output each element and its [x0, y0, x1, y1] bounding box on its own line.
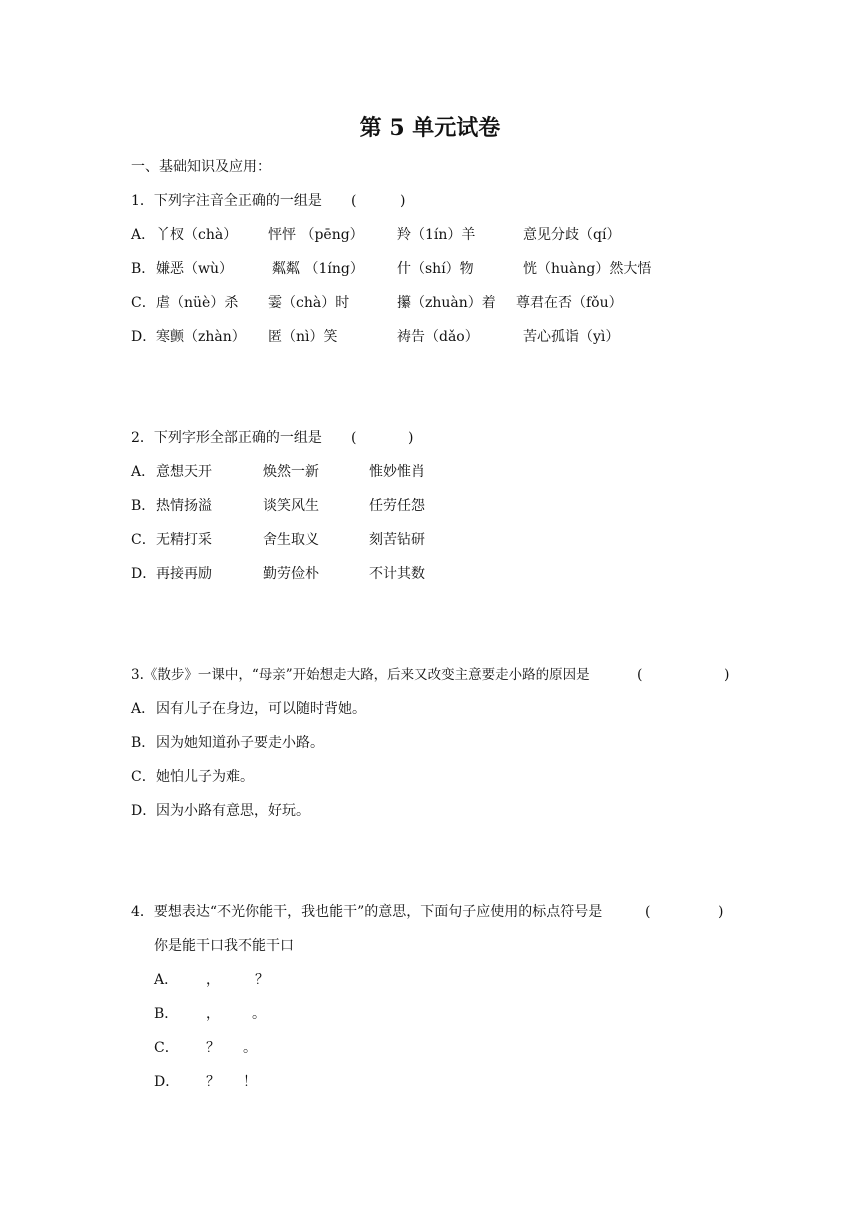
q2-option-item: 惟妙惟肖 [369, 464, 425, 480]
q2-option-item: 任劳任怨 [369, 498, 425, 514]
q1-option-item: 什（shí）物 [397, 261, 474, 277]
q2-option-item: 不计其数 [369, 566, 425, 582]
q1-option-item: 匿（nì）笑 [268, 329, 338, 345]
q3-option-label: D． [131, 803, 157, 819]
q4-option-mark: ？ [206, 1074, 220, 1090]
q4-option-mark: 。 [252, 1006, 266, 1022]
q1-stem: 1．下列字注音全正确的一组是 [131, 193, 322, 209]
q3-paren-open: ( [637, 667, 643, 683]
q1-option-item: 霎（chà）时 [268, 295, 350, 311]
q1-option-item: 恍（huàng）然大悟 [523, 261, 652, 277]
q2-option-label: B． [131, 498, 156, 514]
q4-option-label: A． [154, 972, 179, 988]
q1-option-label: A． [131, 227, 156, 243]
q4-sentence: 你是能干口我不能干口 [154, 938, 294, 954]
section-heading: 一、基础知识及应用： [131, 159, 271, 175]
q2-option-label: C． [131, 532, 156, 548]
q2-option-item: 无精打采 [156, 532, 212, 548]
q1-option-item: 祷告（dǎo） [397, 329, 479, 345]
q2-option-item: 焕然一新 [263, 464, 319, 480]
q4-option-label: C． [154, 1040, 179, 1056]
q4-option-mark: ？ [255, 972, 269, 988]
q1-option-item: 尊君在否（fǒu） [516, 295, 623, 311]
q4-option-label: B． [154, 1006, 179, 1022]
q1-option-item: 粼粼 （1íng） [272, 261, 364, 277]
q1-option-label: C． [131, 295, 156, 311]
q3-option-label: B． [131, 735, 156, 751]
q2-option-item: 刻苦钻研 [369, 532, 425, 548]
q2-paren-open: ( [351, 430, 357, 446]
q1-option-item: 攥（zhuàn）着 [397, 295, 496, 311]
q2-option-label: A． [131, 464, 156, 480]
q4-option-mark: 。 [243, 1040, 257, 1056]
q3-option-text: 因有儿子在身边，可以随时背她。 [156, 701, 366, 717]
q1-paren-close: ) [400, 193, 406, 209]
q1-option-item: 丫杈（chà） [156, 227, 238, 243]
q1-option-item: 寒颤（zhàn） [156, 329, 246, 345]
page-title: 第 5 单元试卷 [359, 115, 501, 141]
q3-paren-close: ) [724, 667, 730, 683]
q2-option-item: 勤劳俭朴 [263, 566, 319, 582]
q4-option-mark: ， [206, 972, 220, 988]
q3-option-text: 因为小路有意思，好玩。 [156, 803, 310, 819]
q3-option-label: A． [131, 701, 156, 717]
q2-option-item: 舍生取义 [263, 532, 319, 548]
q4-option-mark: ， [206, 1006, 220, 1022]
q1-option-label: D． [131, 329, 157, 345]
q1-option-item: 虐（nüè）杀 [156, 295, 239, 311]
q3-stem: 3.《散步》一课中，“母亲”开始想走大路，后来又改变主意要走小路的原因是 [131, 667, 590, 683]
q4-option-mark: ！ [243, 1074, 257, 1090]
q1-option-item: 嫌恶（wù） [156, 261, 233, 277]
q4-stem: 4．要想表达“不光你能干，我也能干”的意思，下面句子应使用的标点符号是 [131, 904, 603, 920]
q3-option-text: 因为她知道孙子要走小路。 [156, 735, 324, 751]
q4-paren-open: ( [645, 904, 651, 920]
q3-option-label: C． [131, 769, 156, 785]
q2-paren-close: ) [408, 430, 414, 446]
q2-stem: 2．下列字形全部正确的一组是 [131, 430, 322, 446]
q2-option-item: 再接再励 [156, 566, 212, 582]
q4-option-mark: ？ [206, 1040, 220, 1056]
q1-option-item: 怦怦 （pēng） [268, 227, 364, 243]
q2-option-label: D． [131, 566, 157, 582]
q4-paren-close: ) [718, 904, 724, 920]
q4-option-label: D． [154, 1074, 180, 1090]
q1-paren-open: ( [351, 193, 357, 209]
q2-option-item: 谈笑风生 [263, 498, 319, 514]
q2-option-item: 意想天开 [156, 464, 212, 480]
q3-option-text: 她怕儿子为难。 [156, 769, 254, 785]
q2-option-item: 热情扬溢 [156, 498, 212, 514]
q1-option-label: B． [131, 261, 156, 277]
q1-option-item: 苦心孤诣（yì） [523, 329, 620, 345]
q1-option-item: 羚（1ín）羊 [397, 227, 476, 243]
q1-option-item: 意见分歧（qí） [523, 227, 621, 243]
